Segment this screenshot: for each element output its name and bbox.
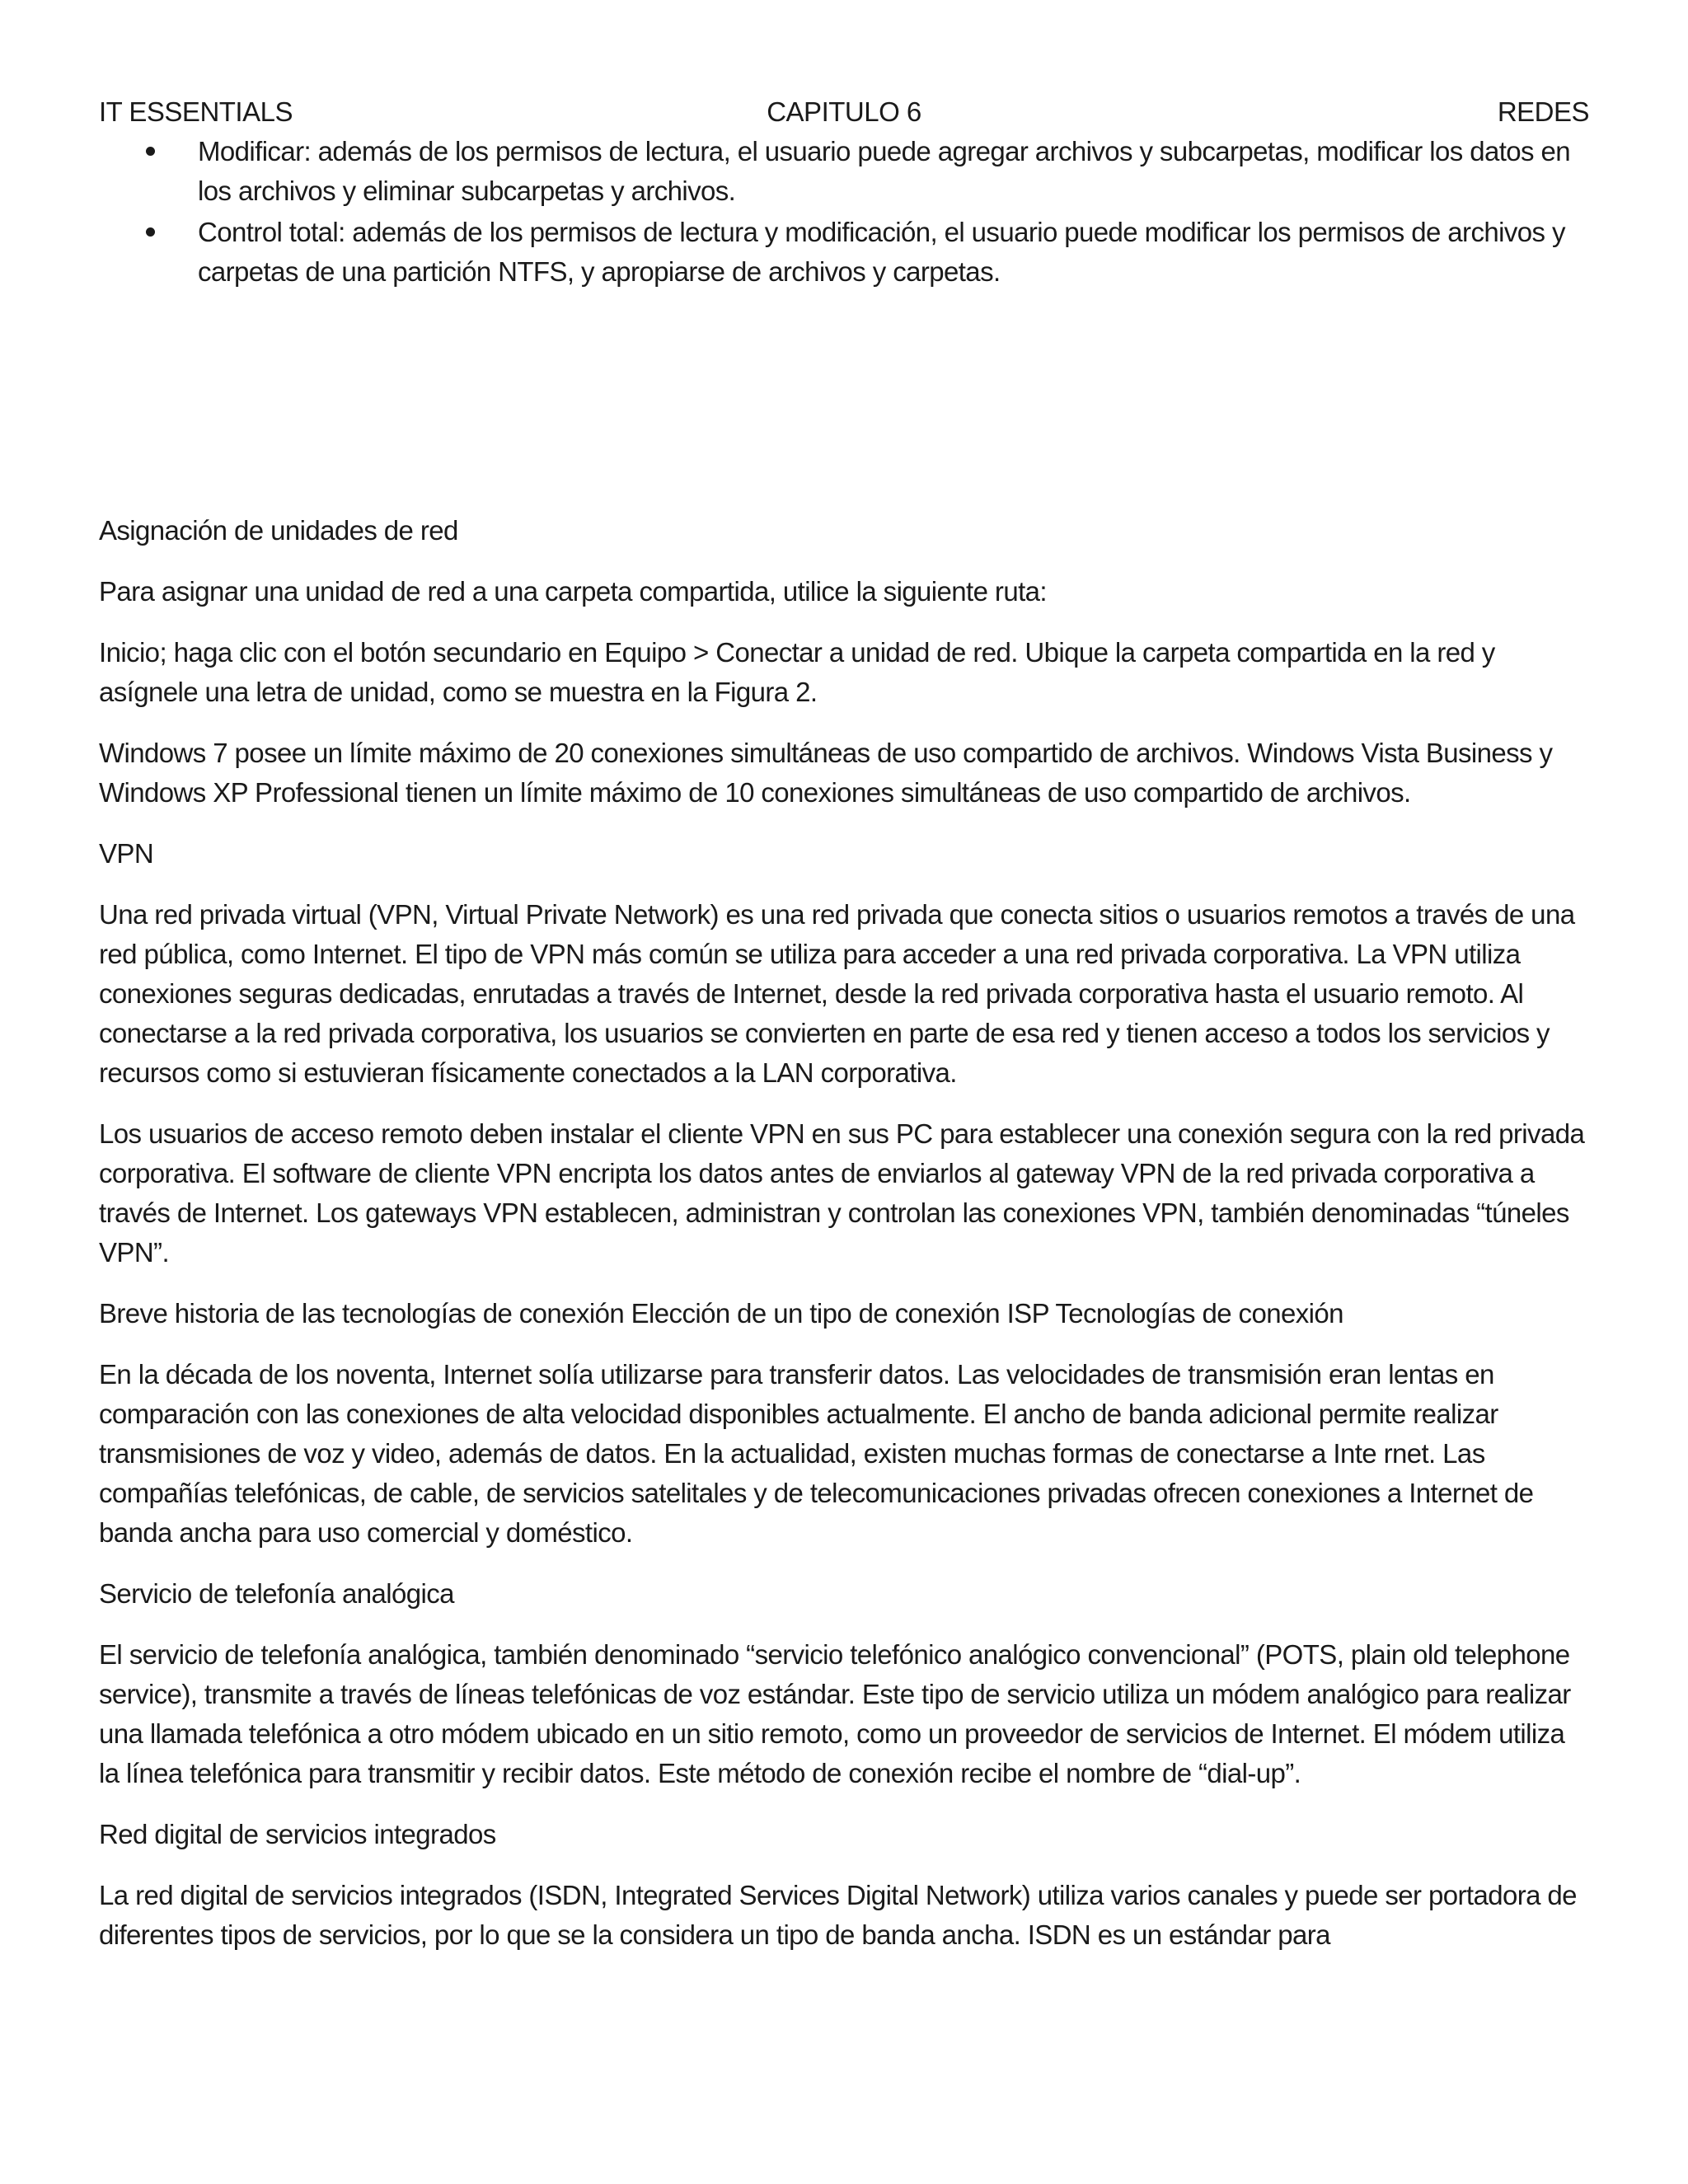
blank-space bbox=[99, 293, 1589, 511]
paragraph: Los usuarios de acceso remoto deben instalar el cliente VPN en sus PC para establecer una conexión segura con la red privada corporativa. El software de cliente VPN encripta los datos antes de enviarlos al gateway VPN de la red privada corporativa a través de Internet. Los gateways VPN establecen, administran y controlan las conexiones VPN, también denominadas “túneles VPN”. bbox=[99, 1118, 1585, 1268]
section-heading: Red digital de servicios integrados bbox=[99, 1819, 496, 1849]
paragraph: El servicio de telefonía analógica, también denominado “servicio telefónico analógico convencional” (POTS, plain old telephone service), transmite a través de líneas telefónicas de voz estándar. Este tipo de servicio utiliza un módem analógico para realizar una llamada telefónica a otro módem ubicado en un sitio remoto, como un proveedor de servicios de Internet. El módem utiliza la línea telefónica para transmitir y recibir datos. Este método de conexión recibe el nombre de “dial-up”. bbox=[99, 1639, 1571, 1788]
header-right: REDES bbox=[1497, 96, 1590, 127]
section-heading: Breve historia de las tecnologías de conexión Elección de un tipo de conexión ISP Tecnologías de conexión bbox=[99, 1298, 1343, 1329]
document-page bbox=[99, 92, 1589, 1976]
section-heading: Asignación de unidades de red bbox=[99, 515, 458, 546]
paragraph: Para asignar una unidad de red a una carpeta compartida, utilice la siguiente ruta: bbox=[99, 576, 1047, 607]
paragraph: La red digital de servicios integrados (ISDN, Integrated Services Digital Network) utiliza varios canales y puede ser portadora de diferentes tipos de servicios, por lo que se la considera un tipo de banda ancha. ISDN es un estándar para bbox=[99, 1880, 1577, 1950]
permissions-list bbox=[99, 132, 1589, 292]
section-heading: VPN bbox=[99, 838, 154, 869]
paragraph: En la década de los noventa, Internet solía utilizarse para transferir datos. Las velocidades de transmisión eran lentas en comparación con las conexiones de alta velocidad disponibles actualmente. El ancho de banda adicional permite realizar transmisiones de voz y video, además de datos. En la actualidad, existen muchas formas de conectarse a Inte rnet. Las compañías telefónicas, de cable, de servicios satelitales y de telecomunicaciones privadas ofrecen conexiones a Internet de banda ancha para uso comercial y doméstico. bbox=[99, 1359, 1534, 1548]
page-header bbox=[99, 92, 1589, 132]
header-left: IT ESSENTIALS bbox=[99, 96, 293, 127]
section-heading: Servicio de telefonía analógica bbox=[99, 1578, 454, 1609]
paragraph: Una red privada virtual (VPN, Virtual Private Network) es una red privada que conecta sitios o usuarios remotos a través de una red pública, como Internet. El tipo de VPN más común se utiliza para acceder a una red privada corporativa. La VPN utiliza conexiones seguras dedicadas, enrutadas a través de Internet, desde la red privada corporativa hasta el usuario remoto. Al conectarse a la red privada corporativa, los usuarios se convierten en parte de esa red y tienen acceso a todos los servicios y recursos como si estuvieran físicamente conectados a la LAN corporativa. bbox=[99, 899, 1575, 1088]
paragraph: Inicio; haga clic con el botón secundario en Equipo > Conectar a unidad de red. Ubique la carpeta compartida en la red y asígnele una letra de unidad, como se muestra en la Figura 2. bbox=[99, 637, 1495, 707]
list-item: Control total: además de los permisos de lectura y modificación, el usuario puede modificar los permisos de archivos y carpetas de una partición NTFS, y apropiarse de archivos y carpetas. bbox=[198, 213, 1589, 292]
header-center: CAPITULO 6 bbox=[767, 96, 921, 127]
paragraph: Windows 7 posee un límite máximo de 20 conexiones simultáneas de uso compartido de archivos. Windows Vista Business y Windows XP Professional tienen un límite máximo de 10 conexiones simultáneas de uso compartido de archivos. bbox=[99, 738, 1553, 808]
list-item: Modificar: además de los permisos de lectura, el usuario puede agregar archivos y subcarpetas, modificar los datos en los archivos y eliminar subcarpetas y archivos. bbox=[198, 132, 1589, 211]
